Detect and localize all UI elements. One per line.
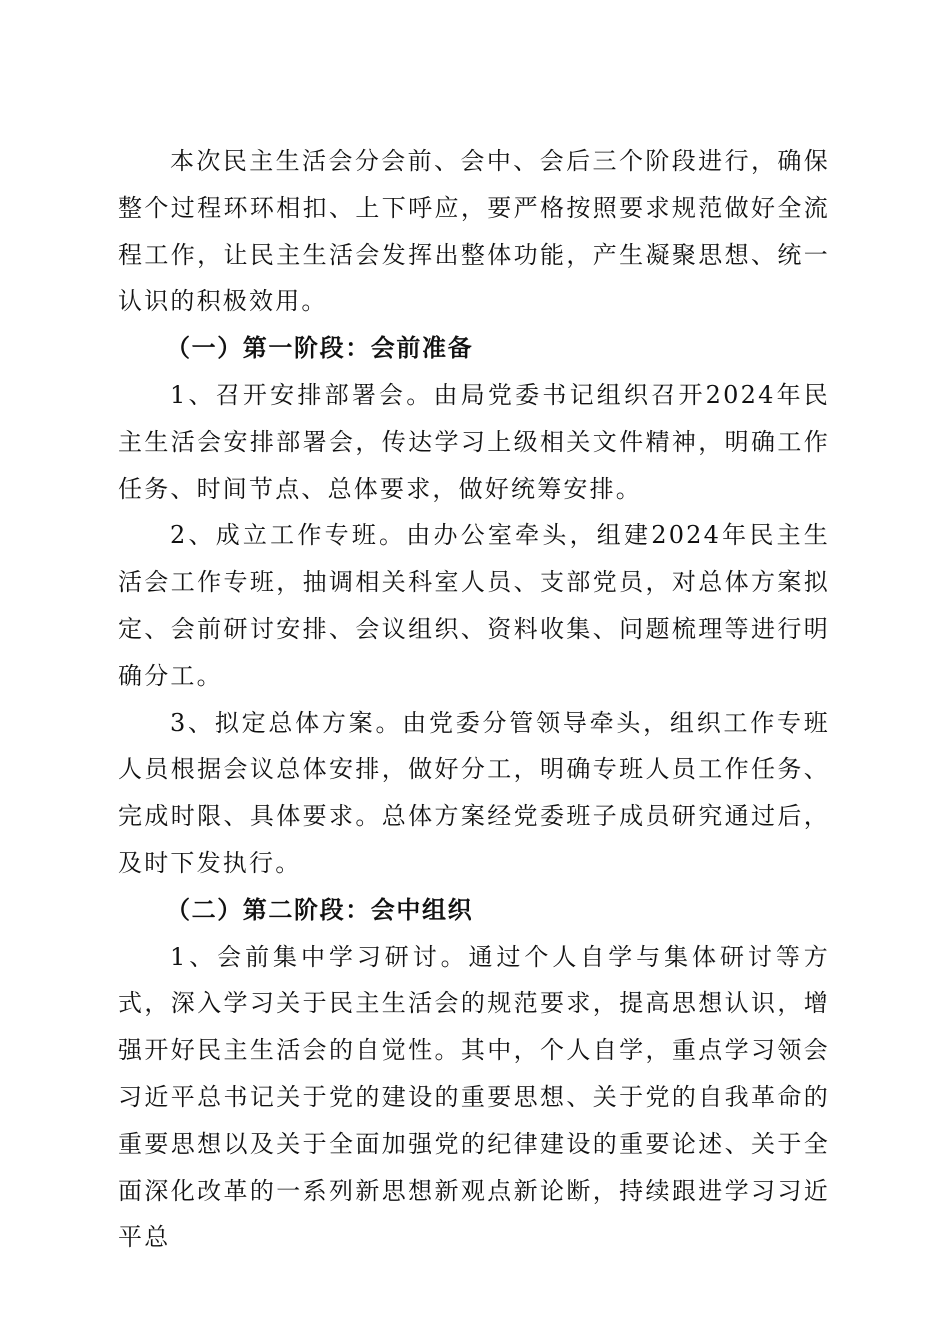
intro-paragraph: 本次民主生活会分会前、会中、会后三个阶段进行，确保整个过程环环相扣、上下呼应，要严格按照要求规范做好全流程工作，让民主生活会发挥出整体功能，产生凝聚思想、统一认识的积极效用。 xyxy=(118,147,830,316)
document-page xyxy=(118,138,830,1261)
stage-2-heading: （二）第二阶段：会中组织 xyxy=(166,894,474,924)
stage-1-item-1: 1、召开安排部署会。由局党委书记组织召开2024年民主生活会安排部署会，传达学习上级相关文件精神，明确工作任务、时间节点、总体要求，做好统筹安排。 xyxy=(118,380,830,503)
stage-1-item-2: 2、成立工作专班。由办公室牵头，组建2024年民主生活会工作专班，抽调相关科室人员、支部党员，对总体方案拟定、会前研讨安排、会议组织、资料收集、问题梳理等进行明确分工。 xyxy=(118,521,830,690)
stage-1-heading: （一）第一阶段：会前准备 xyxy=(166,333,474,363)
stage-2-item-1: 1、会前集中学习研讨。通过个人自学与集体研讨等方式，深入学习关于民主生活会的规范要求，提高思想认识，增强开好民主生活会的自觉性。其中，个人自学，重点学习领会习近平总书记关于党的建设的重要思想、关于党的自我革命的重要思想以及关于全面加强党的纪律建设的重要论述、关于全面深化改革的一系列新思想新观点新论断，持续跟进学习习近平总 xyxy=(118,942,830,1252)
stage-1-item-3: 3、拟定总体方案。由党委分管领导牵头，组织工作专班人员根据会议总体安排，做好分工，明确专班人员工作任务、完成时限、具体要求。总体方案经党委班子成员研究通过后，及时下发执行。 xyxy=(118,708,830,877)
